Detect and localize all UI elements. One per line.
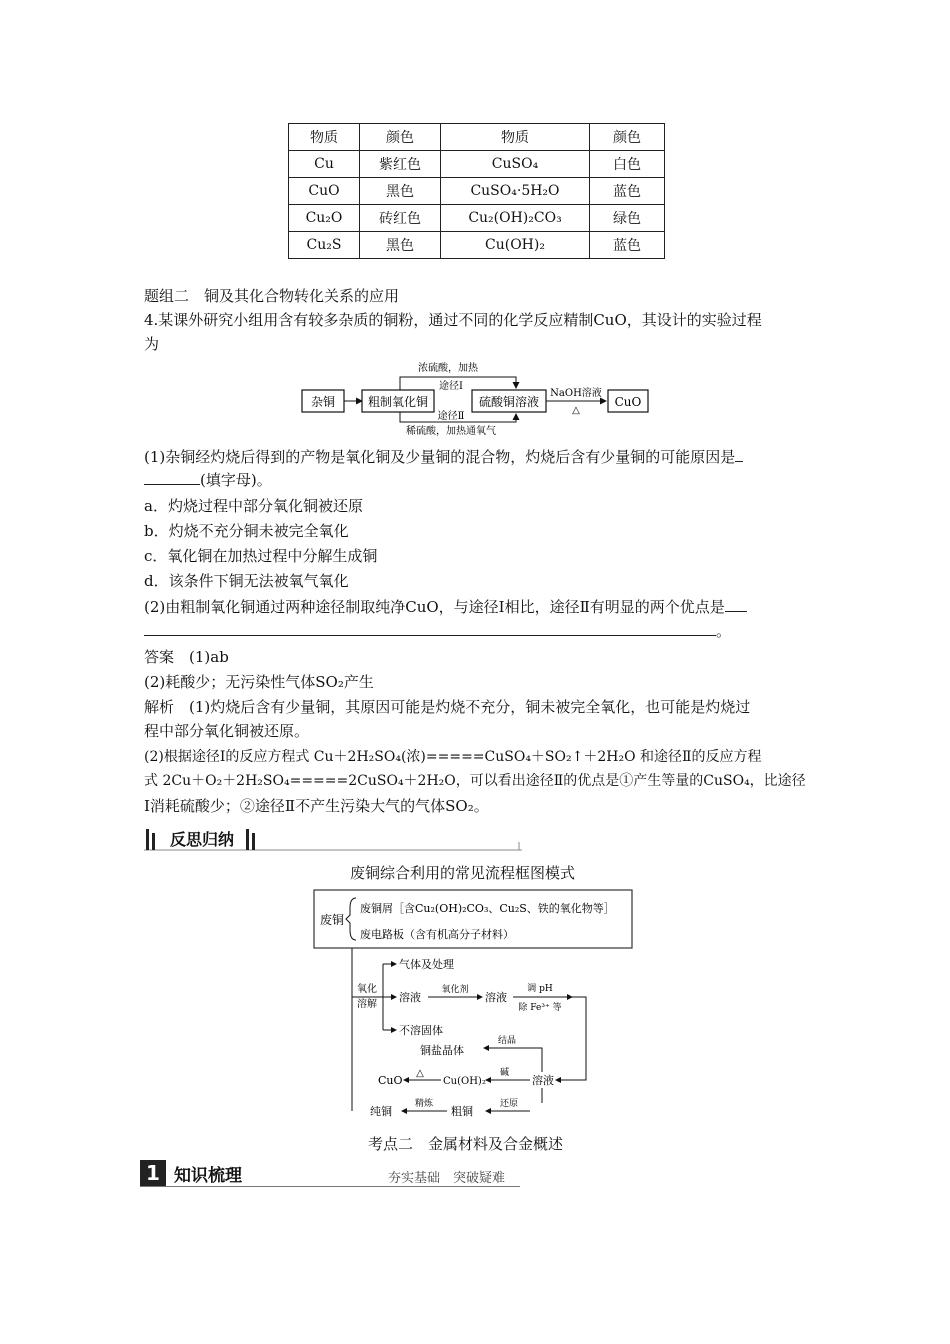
salt-crystal-node: 铜盐晶体 (420, 1044, 464, 1057)
reflect-header (144, 824, 522, 852)
table-cell: 白色 (590, 151, 665, 178)
table-header-cell: 颜色 (360, 124, 441, 151)
option-a: a．灼烧过程中部分氧化铜被还原 (144, 497, 363, 515)
analysis-line: 解析 (1)灼烧后含有少量铜，其原因可能是灼烧不充分，铜未被完全氧化，也可能是灼烧过 (144, 698, 751, 716)
source-item-1: 废铜屑［含Cu₂(OH)₂CO₃、Cu₂S、铁的氧化物等］ (360, 902, 615, 915)
question-part-2 (144, 596, 747, 618)
insoluble-node: 不溶固体 (399, 1024, 443, 1037)
option-b: b．灼烧不充分铜未被完全氧化 (144, 522, 349, 540)
analysis-line: Ⅰ消耗硫酸少；②途径Ⅱ不产生污染大气的气体SO₂。 (144, 797, 489, 815)
solution-node-2: 溶液 (485, 991, 507, 1004)
section-header (140, 1158, 520, 1188)
crystallize-label: 结晶 (498, 1036, 517, 1046)
question-text: (1)杂铜经灼烧后得到的产物是氧化铜及少量铜的混合物，灼烧后含有少量铜的可能原因是 (144, 448, 736, 466)
question-stem: 4.某课外研究小组用含有较多杂质的铜粉，通过不同的化学反应精制CuO，其设计的实验过程 (144, 311, 762, 329)
section-tagline: 夯实基础 突破疑难 (388, 1171, 506, 1186)
naoh-label: NaOH溶液 (550, 388, 602, 399)
table-cell: Cu₂S (289, 232, 360, 259)
table-cell: 蓝色 (590, 178, 665, 205)
question-text: 。 (716, 622, 732, 640)
heat-label: △ (572, 405, 580, 416)
table-cell: CuO (289, 178, 360, 205)
q4-flow-diagram (296, 358, 656, 438)
cuo-node: CuO (378, 1074, 403, 1087)
question-part-2-cont (144, 620, 731, 642)
table-cell: Cu₂O (289, 205, 360, 232)
table-header-row (289, 124, 665, 151)
group-title: 题组二 铜及其化合物转化关系的应用 (144, 287, 400, 305)
option-c: c．氧化铜在加热过程中分解生成铜 (144, 547, 378, 565)
table-cell: 紫红色 (360, 151, 441, 178)
table-row (289, 151, 665, 178)
question-text: (2)由粗制氧化铜通过两种途径制取纯净CuO，与途径Ⅰ相比，途径Ⅱ有明显的两个优点是 (144, 598, 725, 616)
reflect-title: 废铜综合利用的常见流程框图模式 (350, 864, 576, 882)
answer-blank[interactable] (144, 470, 200, 485)
table-row (289, 205, 665, 232)
analysis-line: (2)根据途径Ⅰ的反应方程式 Cu＋2H₂SO₄(浓)=====CuSO₄＋SO₂↑＋2H₂O 和途径Ⅱ的反应方程 (144, 749, 762, 765)
answer-blank[interactable] (735, 447, 743, 462)
base-label: 碱 (500, 1068, 510, 1078)
table-cell: 绿色 (590, 205, 665, 232)
adjust-ph-label: 调 pH (527, 984, 553, 994)
cuoh2-node: Cu(OH)₂ (443, 1076, 486, 1087)
answer-blank[interactable] (725, 597, 747, 612)
table-cell: 砖红色 (360, 205, 441, 232)
section-number: 1 (140, 1160, 166, 1186)
source-item-2: 废电路板（含有机高分子材料） (360, 928, 514, 941)
question-text: (填字母)。 (200, 471, 272, 489)
sulfate-solution-label: 硫酸铜溶液 (478, 395, 540, 409)
crystallize-arrow (484, 1048, 542, 1072)
section-divider (140, 1186, 520, 1187)
step-dissolve: 溶解 (357, 999, 377, 1010)
raw-copper-label: 杂铜 (310, 395, 336, 409)
heat-label: △ (416, 1068, 424, 1079)
step-oxidize: 氧化 (357, 984, 377, 995)
solution-node-3: 溶液 (532, 1074, 554, 1087)
recycling-flow-diagram (310, 886, 640, 1136)
table-header-cell: 颜色 (590, 124, 665, 151)
crude-copper-node: 粗铜 (451, 1105, 473, 1118)
refine-label: 精炼 (414, 1099, 434, 1109)
reduce-label: 还原 (500, 1099, 519, 1109)
table-cell: CuSO₄ (441, 151, 590, 178)
table-cell: Cu (289, 151, 360, 178)
route1-label: 途径Ⅰ (439, 381, 463, 392)
analysis-line: 式 2Cu＋O₂＋2H₂SO₄=====2CuSO₄＋2H₂O，可以看出途径Ⅱ的优点是①产生等量的CuSO₄，比途径 (144, 773, 806, 789)
remove-fe-label: 除 Fe³⁺ 等 (518, 1003, 562, 1013)
analysis-line: 程中部分氧化铜被还原。 (144, 722, 310, 740)
reflect-label: 反思归纳 (170, 830, 235, 849)
answer-blank[interactable] (144, 621, 716, 636)
answer-line: (2)耗酸少；无污染性气体SO₂产生 (144, 673, 374, 691)
table-row (289, 178, 665, 205)
answer-line: 答案 (1)ab (144, 648, 229, 666)
question-part-1-cont (144, 469, 272, 491)
option-d: d．该条件下铜无法被氧气氧化 (144, 572, 349, 590)
route1-condition: 浓硫酸，加热 (418, 363, 478, 374)
table-cell: 蓝色 (590, 232, 665, 259)
table-row (289, 232, 665, 259)
source-label: 废铜 (320, 913, 345, 927)
table-header-cell: 物质 (441, 124, 590, 151)
table-cell: Cu₂(OH)₂CO₃ (441, 205, 590, 232)
gas-node: 气体及处理 (399, 958, 454, 971)
question-stem: 为 (144, 335, 160, 353)
table-cell: CuSO₄·5H₂O (441, 178, 590, 205)
color-table (288, 123, 665, 259)
question-part-1 (144, 446, 743, 468)
crude-oxide-label: 粗制氧化铜 (367, 395, 429, 409)
solution-node-1: 溶液 (399, 991, 421, 1004)
cuo-label: CuO (614, 395, 642, 409)
topic2-title: 考点二 金属材料及合金概述 (368, 1135, 564, 1153)
route2-label: 途径Ⅱ (437, 411, 465, 422)
table-cell: Cu(OH)₂ (441, 232, 590, 259)
table-cell: 黑色 (360, 178, 441, 205)
section-label: 知识梳理 (174, 1166, 242, 1186)
table-cell: 黑色 (360, 232, 441, 259)
route2-condition: 稀硫酸，加热通氧气 (406, 426, 496, 437)
oxidant-label: 氧化剂 (441, 985, 469, 995)
pure-copper-node: 纯铜 (370, 1105, 392, 1118)
table-header-cell: 物质 (289, 124, 360, 151)
